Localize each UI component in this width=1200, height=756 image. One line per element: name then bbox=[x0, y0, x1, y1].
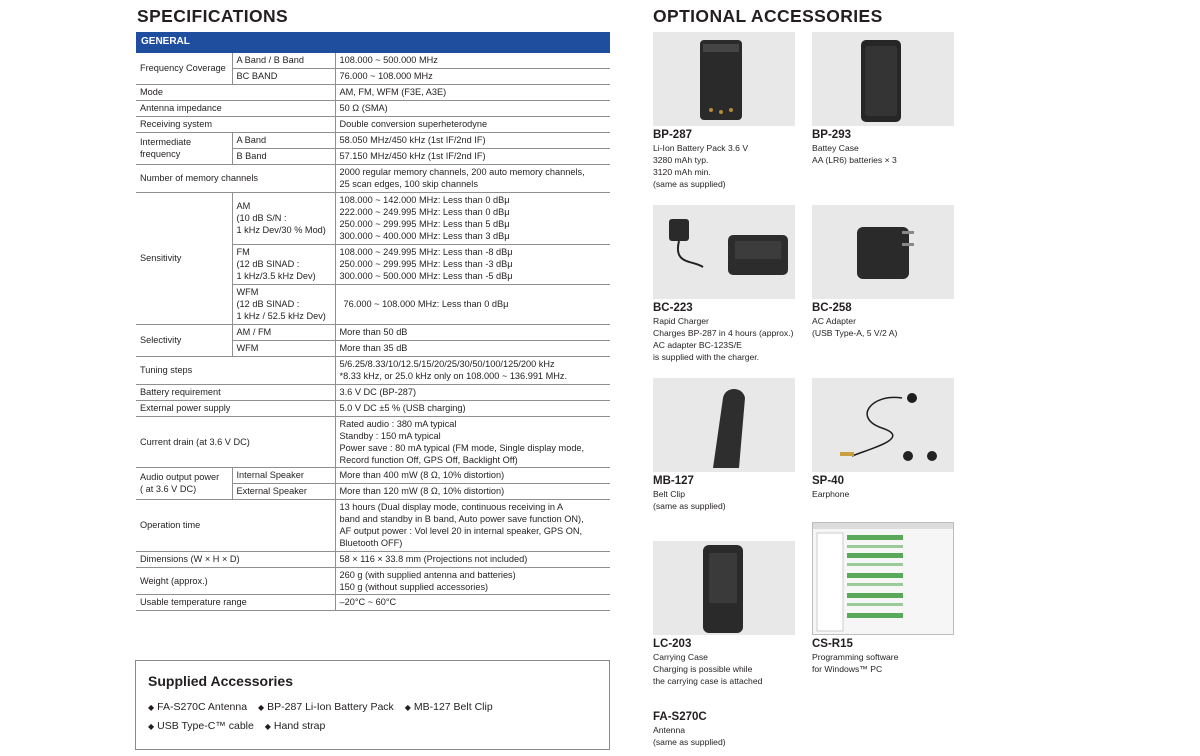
bullet-icon: ◆ bbox=[264, 722, 271, 731]
spec-value: 5.0 V DC ±5 % (USB charging) bbox=[335, 400, 610, 416]
spec-value: More than 400 mW (8 Ω, 10% distortion) bbox=[335, 467, 610, 483]
spec-sublabel: Internal Speaker bbox=[232, 467, 335, 483]
accessory-cs-r15 bbox=[812, 522, 972, 675]
accessory-name: MB-127 bbox=[653, 475, 694, 487]
spec-value: 50 Ω (SMA) bbox=[335, 100, 610, 116]
spec-sublabel: FM (12 dB SINAD : 1 kHz/3.5 kHz Dev) bbox=[232, 244, 335, 284]
table-row bbox=[136, 467, 610, 483]
specifications-table bbox=[136, 32, 610, 611]
bc-258-image bbox=[812, 205, 954, 299]
spec-label: Mode bbox=[136, 84, 335, 100]
table-row bbox=[136, 416, 610, 467]
accessory-bp-287 bbox=[653, 32, 813, 190]
spec-value: 5/6.25/8.33/10/12.5/15/20/25/30/50/100/125/200 kHz *8.33 kHz, or 25.0 kHz only on 108.000 ~ 136.991 MHz. bbox=[335, 356, 610, 384]
spec-value: 58.050 MHz/450 kHz (1st IF/2nd IF) bbox=[335, 132, 610, 148]
table-row bbox=[136, 567, 610, 594]
list-item-label: MB-127 Belt Clip bbox=[413, 701, 493, 713]
accessory-fa-s270c bbox=[653, 708, 813, 748]
spec-sublabel: BC BAND bbox=[232, 68, 335, 84]
supplied-accessories-line bbox=[148, 701, 501, 713]
accessory-name: CS-R15 bbox=[812, 638, 853, 650]
list-item bbox=[148, 720, 254, 732]
accessory-description: Li-Ion Battery Pack 3.6 V 3280 mAh typ. 3120 mAh min. (same as supplied) bbox=[653, 143, 749, 189]
accessory-name: LC-203 bbox=[653, 638, 692, 650]
spec-label: Weight (approx.) bbox=[136, 567, 335, 594]
spec-value: More than 120 mW (8 Ω, 10% distortion) bbox=[335, 483, 610, 499]
supplied-accessories-title: Supplied Accessories bbox=[148, 673, 293, 689]
spec-value: More than 35 dB bbox=[335, 340, 610, 356]
list-item bbox=[265, 720, 326, 732]
table-row bbox=[136, 132, 610, 148]
spec-sublabel: A Band bbox=[232, 132, 335, 148]
table-row bbox=[136, 499, 610, 551]
accessory-name: FA-S270C bbox=[653, 711, 707, 723]
accessory-name: BP-293 bbox=[812, 129, 851, 141]
spec-value: 260 g (with supplied antenna and batteries) 150 g (without supplied accessories) bbox=[335, 567, 610, 594]
list-item bbox=[258, 701, 394, 713]
spec-sublabel: External Speaker bbox=[232, 483, 335, 499]
spec-sublabel: A Band / B Band bbox=[232, 52, 335, 68]
accessory-bp-293 bbox=[812, 32, 972, 166]
accessory-name: SP-40 bbox=[812, 475, 844, 487]
list-item-label: BP-287 Li-Ion Battery Pack bbox=[267, 701, 394, 713]
spec-sublabel: WFM bbox=[232, 340, 335, 356]
spec-value: AM, FM, WFM (F3E, A3E) bbox=[335, 84, 610, 100]
accessory-bc-258 bbox=[812, 205, 972, 339]
spec-value: –20°C ~ 60°C bbox=[335, 594, 610, 610]
spec-sublabel: WFM (12 dB SINAD : 1 kHz / 52.5 kHz Dev) bbox=[232, 284, 335, 324]
optional-accessories-title: OPTIONAL ACCESSORIES bbox=[653, 6, 883, 26]
table-row bbox=[136, 594, 610, 610]
spec-value: 57.150 MHz/450 kHz (1st IF/2nd IF) bbox=[335, 148, 610, 164]
accessory-description: Battey Case AA (LR6) batteries × 3 bbox=[812, 143, 897, 165]
list-item-label: Hand strap bbox=[273, 720, 326, 732]
spec-value: Double conversion superheterodyne bbox=[335, 116, 610, 132]
bullet-icon: ◆ bbox=[148, 722, 155, 731]
spec-value: 108.000 ~ 142.000 MHz: Less than 0 dBμ 222.000 ~ 249.995 MHz: Less than 0 dBμ 250.000 ~ 299.995 MHz: Less than 5 dBμ 300.000 ~ 400.000 MHz: Less than 3 dBμ bbox=[335, 192, 610, 244]
list-item bbox=[148, 701, 247, 713]
accessory-description: Rapid Charger Charges BP-287 in 4 hours (approx.) AC adapter BC-123S/E is supplied with the charger. bbox=[653, 316, 794, 362]
supplied-accessories-box bbox=[135, 660, 610, 750]
accessory-description: AC Adapter (USB Type-A, 5 V/2 A) bbox=[812, 316, 898, 338]
bp-287-image bbox=[653, 32, 795, 126]
accessory-name: BC-223 bbox=[653, 302, 693, 314]
spec-label: Current drain (at 3.6 V DC) bbox=[136, 416, 335, 467]
sp-40-image bbox=[812, 378, 954, 472]
table-row bbox=[136, 400, 610, 416]
spec-sublabel: AM / FM bbox=[232, 324, 335, 340]
table-row bbox=[136, 52, 610, 68]
table-row bbox=[136, 551, 610, 567]
accessory-description: Earphone bbox=[812, 489, 850, 499]
spec-value: 58 × 116 × 33.8 mm (Projections not included) bbox=[335, 551, 610, 567]
spec-label: Receiving system bbox=[136, 116, 335, 132]
table-row bbox=[136, 100, 610, 116]
spec-label: Sensitivity bbox=[136, 192, 232, 324]
supplied-accessories-line bbox=[148, 720, 333, 732]
table-row bbox=[136, 192, 610, 244]
table-row bbox=[136, 164, 610, 192]
spec-value: 108.000 ~ 500.000 MHz bbox=[335, 52, 610, 68]
spec-value: 2000 regular memory channels, 200 auto memory channels, 25 scan edges, 100 skip channels bbox=[335, 164, 610, 192]
section-header-general bbox=[136, 32, 610, 52]
spec-sublabel: AM (10 dB S/N : 1 kHz Dev/30 % Mod) bbox=[232, 192, 335, 244]
accessory-description: Carrying Case Charging is possible while the carrying case is attached bbox=[653, 652, 763, 686]
specifications-title: SPECIFICATIONS bbox=[137, 6, 289, 26]
spec-sublabel: B Band bbox=[232, 148, 335, 164]
spec-label: Operation time bbox=[136, 499, 335, 551]
table-row bbox=[136, 84, 610, 100]
table-row bbox=[136, 384, 610, 400]
accessory-name: BP-287 bbox=[653, 129, 692, 141]
spec-value: 3.6 V DC (BP-287) bbox=[335, 384, 610, 400]
spec-label: Number of memory channels bbox=[136, 164, 335, 192]
spec-label: Tuning steps bbox=[136, 356, 335, 384]
bp-293-image bbox=[812, 32, 954, 126]
spec-label: Antenna impedance bbox=[136, 100, 335, 116]
accessory-description: Antenna (same as supplied) bbox=[653, 725, 726, 747]
list-item bbox=[405, 701, 493, 713]
cs-r15-screenshot-image bbox=[812, 522, 954, 635]
spec-label: Selectivity bbox=[136, 324, 232, 356]
table-row bbox=[136, 324, 610, 340]
mb-127-image bbox=[653, 378, 795, 472]
spec-label: External power supply bbox=[136, 400, 335, 416]
spec-label: Frequency Coverage bbox=[136, 52, 232, 84]
bullet-icon: ◆ bbox=[148, 703, 155, 712]
accessory-bc-223 bbox=[653, 205, 813, 363]
lc-203-image bbox=[653, 541, 795, 635]
accessory-lc-203 bbox=[653, 541, 813, 687]
spec-value: 76.000 ~ 108.000 MHz bbox=[335, 68, 610, 84]
spec-value: More than 50 dB bbox=[335, 324, 610, 340]
spec-value: 76.000 ~ 108.000 MHz: Less than 0 dBμ bbox=[335, 284, 610, 324]
bullet-icon: ◆ bbox=[257, 703, 265, 712]
list-item-label: USB Type-C™ cable bbox=[157, 720, 254, 732]
spec-label: Dimensions (W × H × D) bbox=[136, 551, 335, 567]
spec-value: 13 hours (Dual display mode, continuous receiving in A band and standby in B band, Auto power save function ON), AF output power : Vol level 20 in internal speaker, GPS ON, Bluetooth OFF) bbox=[335, 499, 610, 551]
accessory-name: BC-258 bbox=[812, 302, 852, 314]
table-row bbox=[136, 356, 610, 384]
bc-223-image bbox=[653, 205, 795, 299]
accessory-description: Programming software for Windows™ PC bbox=[812, 652, 899, 674]
spec-label: Usable temperature range bbox=[136, 594, 335, 610]
spec-label: Intermediate frequency bbox=[136, 132, 232, 164]
section-title: GENERAL bbox=[136, 32, 610, 52]
bullet-icon: ◆ bbox=[404, 703, 411, 712]
spec-label: Audio output power ( at 3.6 V DC) bbox=[136, 467, 232, 499]
spec-value: 108.000 ~ 249.995 MHz: Less than -8 dBμ 250.000 ~ 299.995 MHz: Less than -3 dBμ 300.000 ~ 500.000 MHz: Less than -5 dBμ bbox=[335, 244, 610, 284]
spec-value: Rated audio : 380 mA typical Standby : 150 mA typical Power save : 80 mA typical (FM mode, Single display mode, Record function Off, GPS Off, Backlight Off) bbox=[335, 416, 610, 467]
accessory-sp-40 bbox=[812, 378, 972, 500]
accessory-mb-127 bbox=[653, 378, 813, 512]
list-item-label: FA-S270C Antenna bbox=[157, 701, 248, 713]
spec-label: Battery requirement bbox=[136, 384, 335, 400]
accessory-description: Belt Clip (same as supplied) bbox=[653, 489, 726, 511]
table-row bbox=[136, 116, 610, 132]
